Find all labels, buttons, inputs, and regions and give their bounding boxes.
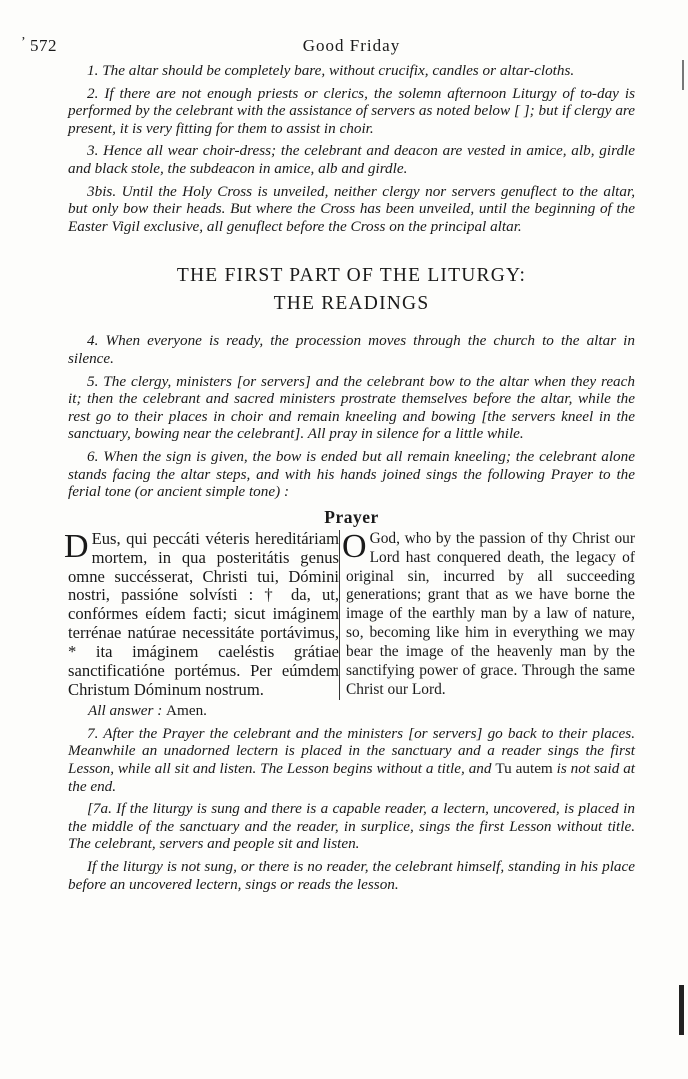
rubric-4: 4. When everyone is ready, the procession moves through the church to the altar in silence.	[68, 332, 635, 367]
latin-drop-cap: D	[64, 527, 89, 565]
answer-response: Amen.	[166, 701, 207, 719]
rubric-7b: If the liturgy is not sung, or there is no reader, the celebrant himself, standing in his place before an uncovered lectern, sings or reads the lesson.	[68, 858, 635, 893]
rubric-3: 3. Hence all wear choir-dress; the celebrant and deacon are vested in amice, alb, girdle and black stole, the subdeacon in amice, alb and girdle.	[68, 142, 635, 177]
rubric-7-end: is not said at the end.	[68, 760, 636, 795]
section-subtitle: THE READINGS	[273, 293, 430, 315]
running-title: Good Friday	[302, 36, 401, 55]
english-text: God, who by the passion of thy Christ our Lord hast conquered death, the legacy of original sin, incurred by all succeeding generations; grant that as we have borne the image of the earthly man by a law of nature, so, becoming like him in everything we may bear the image of the heavenly man by the sanctifying power of grace. Through the same Christ our Lord.	[346, 529, 635, 698]
prayer-english	[339, 527, 635, 700]
rubric-6: 6. When the sign is given, the bow is ended but all remain kneeling; the celebrant alone stands facing the altar steps, and with his hands joined sings the following Prayer to the ferial tone (or ancient simple tone) :	[68, 447, 635, 501]
rubric-3bis: 3bis. Until the Holy Cross is unveiled, neither clergy nor servers genuflect to the altar, but only bow their heads. But where the Cross has been unveiled, until the beginning of the Easter Vigil exclusive, all genuflect before the Cross on the principal altar.	[68, 182, 635, 235]
page-edge-mark	[682, 60, 684, 90]
rubric-1: 1. The altar should be completely bare, without crucifix, candles or altar-cloths.	[87, 62, 575, 79]
people-answer	[88, 702, 635, 720]
prayer-columns	[64, 527, 635, 700]
page-number: ’ 572	[30, 36, 57, 56]
english-drop-cap: O	[342, 527, 367, 565]
page-header	[30, 0, 635, 62]
prayer-latin	[64, 527, 340, 700]
rubric-2: 2. If there are not enough priests or clerics, the solemn afternoon Liturgy of to-day is performed by the celebrant with the assistance of servers as noted below [ ]; but if clergy are present, it is very fitting for them to assist in choir.	[68, 84, 635, 137]
rubric-7-text: 7. After the Prayer the celebrant and the ministers [or servers] go back to their places. Meanwhile an unadorned lectern is placed in the sanctuary and a reader sings the first Lesson, while all sit and listen. The Lesson begins without a title, and	[68, 724, 635, 778]
rubric-5: 5. The clergy, ministers [or servers] and the celebrant bow to the altar when they reach it; then the celebrant and sacred ministers prostrate themselves before the altar, while the rest go to their places in choir and remain kneeling and bowing [the servers kneel in the sanctuary, bowing near the celebrant]. All pray in silence for a little while.	[68, 372, 635, 443]
prayer-heading: Prayer	[324, 506, 379, 527]
book-page	[30, 0, 636, 898]
latin-text: Eus, qui peccáti véteris hereditáriam mortem, in qua posteritátis genus omne succésserat, Christi tui, Dómini nostri, passióne solvísti : † da, ut, confórmes eídem facti; sicut imáginem terrénae natúrae necessitáte portávimus, * ita imáginem caeléstis grátiae sanctificatióne portémus. Per eúmdem Christum Dóminum nostrum.	[68, 528, 340, 699]
rubric-7a: [7a. If the liturgy is sung and there is a capable reader, a lectern, uncovered, is placed in the middle of the sanctuary and the reader, in surplice, sings the first Lesson without title. The celebrant, servers and people sit and listen.	[68, 800, 635, 853]
answer-label: All answer :	[88, 701, 163, 719]
page-edge-mark	[679, 985, 684, 1035]
section-title: THE FIRST PART OF THE LITURGY:	[176, 265, 527, 287]
rubric-7	[68, 725, 635, 795]
rubric-7-roman: Tu autem	[495, 760, 553, 778]
